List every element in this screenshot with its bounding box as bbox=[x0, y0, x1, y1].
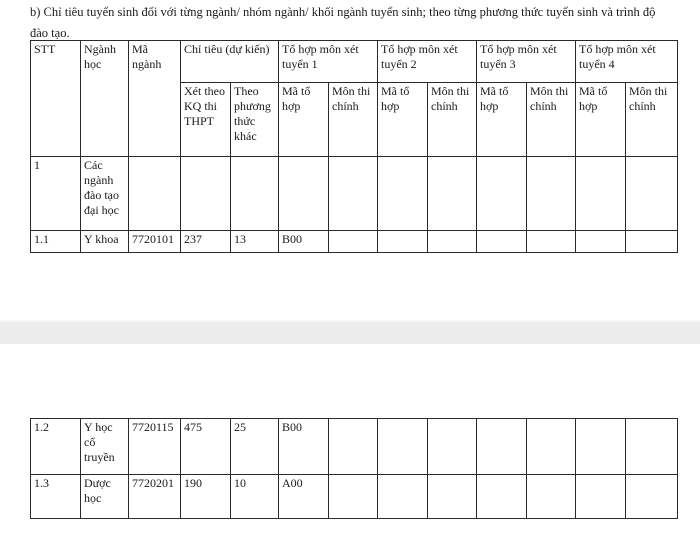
header-ma-nganh: Mã ngành bbox=[129, 41, 181, 157]
cell-ma-nganh: 7720101 bbox=[129, 231, 181, 253]
cell-empty bbox=[477, 157, 527, 231]
cell-empty bbox=[626, 157, 678, 231]
cell-empty bbox=[329, 157, 378, 231]
cell-stt: 1 bbox=[31, 157, 81, 231]
cell-to-hop-1 bbox=[279, 157, 329, 231]
cell-to-hop-1: A00 bbox=[279, 475, 329, 519]
cell-empty bbox=[626, 475, 678, 519]
cell-nganh: Các ngành đào tạo đại học bbox=[81, 157, 129, 231]
section-heading-continued: đào tạo. bbox=[30, 26, 70, 40]
cell-empty bbox=[428, 231, 477, 253]
cell-ma-nganh bbox=[129, 157, 181, 231]
cell-nganh: Y khoa bbox=[81, 231, 129, 253]
cell-khac: 25 bbox=[231, 419, 279, 475]
header-stt: STT bbox=[31, 41, 81, 157]
cell-khac: 13 bbox=[231, 231, 279, 253]
cell-khac bbox=[231, 157, 279, 231]
header-mon-thi-chinh-3: Môn thi chính bbox=[527, 83, 576, 157]
header-xet-thpt: Xét theo KQ thi THPT bbox=[181, 83, 231, 157]
cell-nganh: Y học cổ truyền bbox=[81, 419, 129, 475]
cell-empty bbox=[378, 475, 428, 519]
cell-empty bbox=[477, 475, 527, 519]
cell-empty bbox=[329, 475, 378, 519]
cell-empty bbox=[428, 419, 477, 475]
cell-thpt bbox=[181, 157, 231, 231]
cell-empty bbox=[329, 419, 378, 475]
cell-thpt: 190 bbox=[181, 475, 231, 519]
cell-to-hop-1: B00 bbox=[279, 419, 329, 475]
page-break-gap bbox=[0, 322, 700, 344]
section-heading: b) Chỉ tiêu tuyển sinh đối với từng ngành/ nhóm ngành/ khối ngành tuyển sinh; theo từng phương thức tuyển sinh và trình độ bbox=[30, 5, 656, 19]
cell-ma-nganh: 7720115 bbox=[129, 419, 181, 475]
header-ma-to-hop-2: Mã tổ hợp bbox=[378, 83, 428, 157]
header-to-hop-1: Tổ hợp môn xét tuyển 1 bbox=[279, 41, 378, 83]
cell-stt: 1.1 bbox=[31, 231, 81, 253]
cell-empty bbox=[626, 231, 678, 253]
cell-khac: 10 bbox=[231, 475, 279, 519]
table-row bbox=[31, 157, 678, 231]
header-ma-to-hop-4: Mã tổ hợp bbox=[576, 83, 626, 157]
table-row bbox=[31, 231, 678, 253]
cell-empty bbox=[329, 231, 378, 253]
header-theo-pt-khac: Theo phương thức khác bbox=[231, 83, 279, 157]
cell-empty bbox=[428, 157, 477, 231]
cell-empty bbox=[378, 157, 428, 231]
cell-empty bbox=[527, 157, 576, 231]
enrollment-table-top bbox=[30, 40, 678, 253]
cell-nganh: Dược học bbox=[81, 475, 129, 519]
cell-empty bbox=[378, 231, 428, 253]
header-mon-thi-chinh-4: Môn thi chính bbox=[626, 83, 678, 157]
header-mon-thi-chinh-2: Môn thi chính bbox=[428, 83, 477, 157]
cell-empty bbox=[527, 231, 576, 253]
header-to-hop-2: Tổ hợp môn xét tuyển 2 bbox=[378, 41, 477, 83]
enrollment-table-bottom bbox=[30, 418, 678, 519]
header-ma-to-hop-1: Mã tổ hợp bbox=[279, 83, 329, 157]
header-chi-tieu: Chỉ tiêu (dự kiến) bbox=[181, 41, 279, 83]
header-ma-to-hop-3: Mã tổ hợp bbox=[477, 83, 527, 157]
cell-empty bbox=[477, 231, 527, 253]
cell-empty bbox=[626, 419, 678, 475]
cell-to-hop-1: B00 bbox=[279, 231, 329, 253]
cell-empty bbox=[527, 475, 576, 519]
cell-empty bbox=[378, 419, 428, 475]
cell-thpt: 237 bbox=[181, 231, 231, 253]
cell-empty bbox=[576, 157, 626, 231]
cell-empty bbox=[576, 419, 626, 475]
cell-thpt: 475 bbox=[181, 419, 231, 475]
header-nganh-hoc: Ngành học bbox=[81, 41, 129, 157]
cell-empty bbox=[576, 475, 626, 519]
header-to-hop-4: Tổ hợp môn xét tuyển 4 bbox=[576, 41, 678, 83]
table-row bbox=[31, 475, 678, 519]
cell-empty bbox=[428, 475, 477, 519]
cell-stt: 1.3 bbox=[31, 475, 81, 519]
cell-empty bbox=[527, 419, 576, 475]
cell-empty bbox=[576, 231, 626, 253]
cell-empty bbox=[477, 419, 527, 475]
header-mon-thi-chinh-1: Môn thi chính bbox=[329, 83, 378, 157]
table-row bbox=[31, 419, 678, 475]
header-row-1 bbox=[31, 41, 678, 83]
cell-ma-nganh: 7720201 bbox=[129, 475, 181, 519]
header-to-hop-3: Tổ hợp môn xét tuyển 3 bbox=[477, 41, 576, 83]
cell-stt: 1.2 bbox=[31, 419, 81, 475]
